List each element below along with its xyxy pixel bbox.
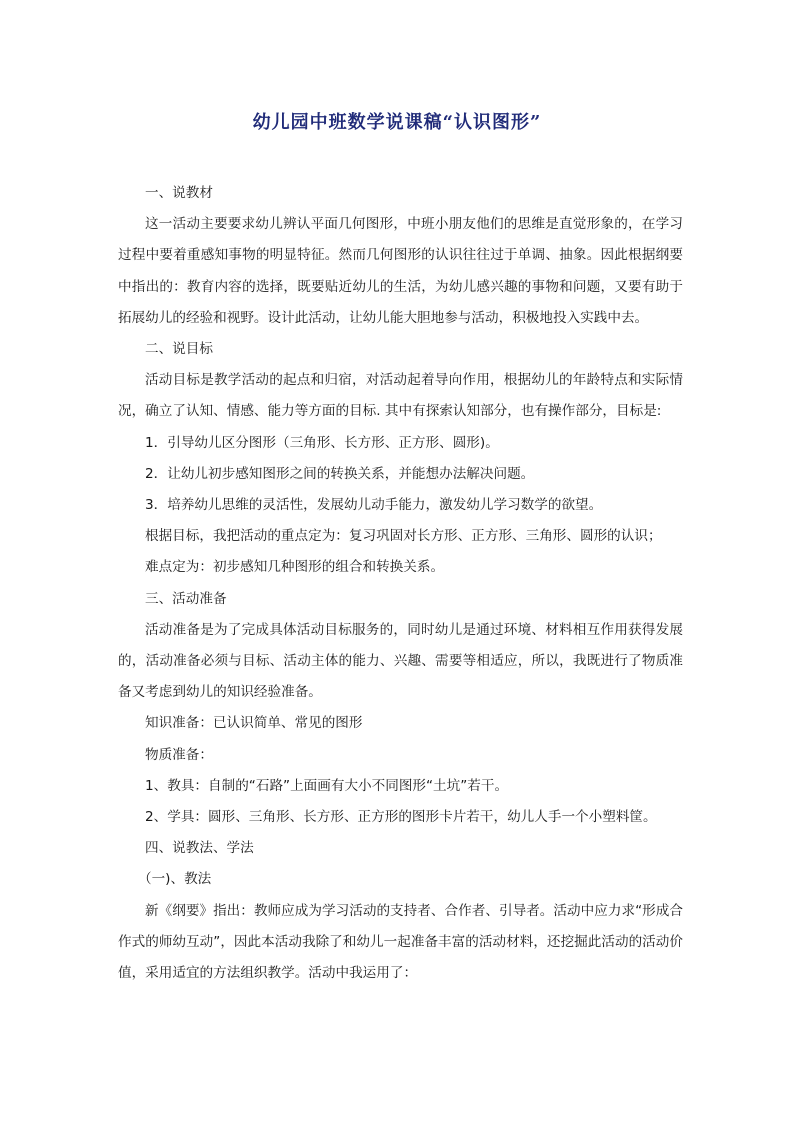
material-item-2: 2、学具：圆形、三角形、长方形、正方形的图形卡片若干，幼儿人手一个小塑料筐。 (145, 809, 657, 826)
goal-item-2: 2．让幼儿初步感知图形之间的转换关系，并能想办法解决问题。 (145, 465, 535, 482)
section-heading-methods: 四、说教法、学法 (145, 840, 254, 857)
material-preparation-text: 物质准备： (145, 746, 213, 763)
goal-item-1: 1．引导幼儿区分图形（三角形、长方形、正方形、圆形)。 (145, 434, 499, 451)
section-heading-textbook: 一、说教材 (145, 185, 213, 201)
key-point-text: 根据目标，我把活动的重点定为：复习巩固对长方形、正方形、三角形、圆形的认识； (145, 528, 662, 545)
knowledge-preparation-text: 知识准备：已认识简单、常见的图形 (145, 715, 363, 732)
document-body (118, 178, 683, 989)
subsection-heading-teaching: （一)、教法 (138, 871, 212, 888)
paragraph-preparation: 活动准备是为了完成具体活动目标服务的，同时幼儿是通过环境、材料相互作用获得发展的，活动准备必须与目标、活动主体的能力、兴趣、需要等相适应，所以，我既进行了物质准备又考虑到幼儿的知识经验准备。 (118, 621, 683, 701)
paragraph-teaching: 新《纲要》指出：教师应成为学习活动的支持者、合作者、引导者。活动中应力求“形成合作式的师幼互动”，因此本活动我除了和幼儿一起准备丰富的活动材料，还挖掘此活动的活动价值，采用适宜的方法组织教学。活动中我运用了： (118, 902, 683, 982)
goal-item-3: 3．培养幼儿思维的灵活性，发展幼儿动手能力，激发幼儿学习数学的欲望。 (145, 497, 603, 514)
paragraph-textbook: 这一活动主要要求幼儿辨认平面几何图形，中班小朋友他们的思维是直觉形象的，在学习过程中要着重感知事物的明显特征。然而几何图形的认识往往过于单调、抽象。因此根据纲要中指出的：教育内容的选择，既要贴近幼儿的生活，为幼儿感兴趣的事物和问题，又要有助于拓展幼儿的经验和视野。设计此活动，让幼儿能大胆地参与活动，积极地投入实践中去。 (118, 216, 683, 326)
section-heading-preparation: 三、活动准备 (145, 590, 227, 607)
document-title: 幼儿园中班数学说课稿“认识图形” (252, 112, 542, 133)
paragraph-goals: 活动目标是教学活动的起点和归宿，对活动起着导向作用，根据幼儿的年龄特点和实际情况，确立了认知、情感、能力等方面的目标. 其中有探索认知部分，也有操作部分，目标是: (118, 372, 683, 420)
material-item-1: 1、教具：自制的“石路”上面画有大小不同图形“土坑”若干。 (145, 777, 509, 794)
difficulty-text: 难点定为：初步感知几种图形的组合和转换关系。 (145, 559, 445, 576)
section-heading-goals: 二、说目标 (145, 341, 213, 358)
